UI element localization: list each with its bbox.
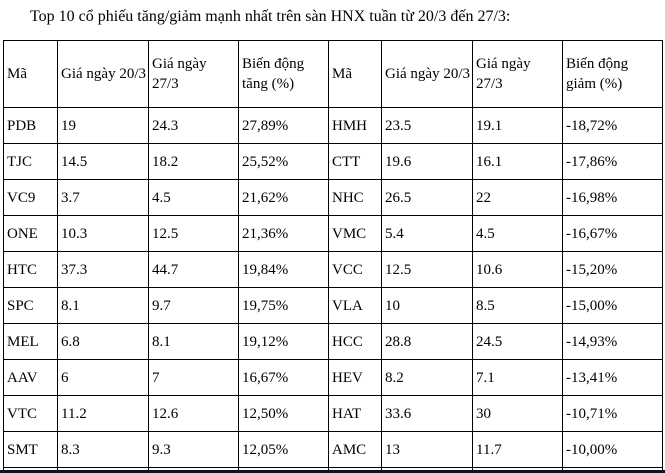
stock-code-cell: HEV [329,360,382,396]
value-cell: 9.3 [149,432,239,468]
stock-table [3,40,663,473]
value-cell: 19,12% [239,324,329,360]
value-cell: 11.2 [58,396,149,432]
value-cell: 5.4 [382,216,473,252]
value-cell: -14,93% [563,324,663,360]
value-cell: 19.6 [382,144,473,180]
value-cell: 10.6 [473,252,563,288]
value-cell: -10,00% [563,432,663,468]
stock-code-cell: CTT [329,144,382,180]
table-row [4,144,663,180]
stock-code-cell: VCC [329,252,382,288]
value-cell: 23.5 [382,108,473,144]
table-row [4,396,663,432]
header-code-gainers: Mã [4,41,58,108]
value-cell: 12.6 [149,396,239,432]
value-cell: 19,84% [239,252,329,288]
value-cell: 24.5 [473,324,563,360]
value-cell: 7.1 [473,360,563,396]
value-cell: 4.5 [473,216,563,252]
stock-code-cell: SMT [4,432,58,468]
value-cell: 12.5 [382,252,473,288]
value-cell: -15,20% [563,252,663,288]
value-cell: -17,86% [563,144,663,180]
value-cell: -16,67% [563,216,663,252]
value-cell: 26.5 [382,180,473,216]
stock-code-cell: VLA [329,288,382,324]
value-cell: 14.5 [58,144,149,180]
value-cell: 8.5 [473,288,563,324]
value-cell: 22 [473,180,563,216]
value-cell: 19.1 [473,108,563,144]
value-cell: 10 [382,288,473,324]
header-code-losers: Mã [329,41,382,108]
value-cell: 12.5 [149,216,239,252]
value-cell: 19,75% [239,288,329,324]
value-cell: 6 [58,360,149,396]
value-cell: 27,89% [239,108,329,144]
table-header-row [4,41,663,108]
table-row [4,108,663,144]
stock-code-cell: HTC [4,252,58,288]
stock-code-cell: VTC [4,396,58,432]
header-change-down: Biến động giảm (%) [563,41,663,108]
value-cell: 37.3 [58,252,149,288]
value-cell: 11.7 [473,432,563,468]
stock-code-cell: TJC [4,144,58,180]
value-cell: -10,71% [563,396,663,432]
stock-code-cell: MEL [4,324,58,360]
header-change-up: Biến động tăng (%) [239,41,329,108]
page-title: Top 10 cổ phiếu tăng/giảm mạnh nhất trên sàn HNX tuần từ 20/3 đến 27/3: [30,8,511,25]
table-row [4,360,663,396]
stock-code-cell: HCC [329,324,382,360]
table-body [4,108,663,473]
stock-code-cell: VC9 [4,180,58,216]
table-row [4,288,663,324]
stock-code-cell: NHC [329,180,382,216]
stock-code-cell: AMC [329,432,382,468]
table-row [4,252,663,288]
value-cell: 21,62% [239,180,329,216]
value-cell: 16.1 [473,144,563,180]
table-row [4,324,663,360]
stock-code-cell: HMH [329,108,382,144]
value-cell: 18.2 [149,144,239,180]
value-cell: 30 [473,396,563,432]
value-cell: -15,00% [563,288,663,324]
table-header [4,41,663,108]
value-cell: 12,05% [239,432,329,468]
value-cell: -16,98% [563,180,663,216]
header-price-273-gainers: Giá ngày 27/3 [149,41,239,108]
table-row [4,180,663,216]
value-cell: 8.1 [149,324,239,360]
value-cell: 8.1 [58,288,149,324]
header-price-203-losers: Giá ngày 20/3 [382,41,473,108]
value-cell: 6.8 [58,324,149,360]
value-cell: 4.5 [149,180,239,216]
stock-code-cell: ONE [4,216,58,252]
value-cell: -18,72% [563,108,663,144]
value-cell: 10.3 [58,216,149,252]
value-cell: -13,41% [563,360,663,396]
value-cell: 3.7 [58,180,149,216]
value-cell: 25,52% [239,144,329,180]
stock-code-cell: AAV [4,360,58,396]
value-cell: 13 [382,432,473,468]
value-cell: 8.2 [382,360,473,396]
header-price-273-losers: Giá ngày 27/3 [473,41,563,108]
stock-code-cell: HAT [329,396,382,432]
value-cell: 9.7 [149,288,239,324]
stock-code-cell: VMC [329,216,382,252]
value-cell: 12,50% [239,396,329,432]
value-cell: 33.6 [382,396,473,432]
table-row [4,432,663,468]
value-cell: 44.7 [149,252,239,288]
table-row [4,216,663,252]
header-price-203-gainers: Giá ngày 20/3 [58,41,149,108]
stock-code-cell: PDB [4,108,58,144]
value-cell: 8.3 [58,432,149,468]
value-cell: 24.3 [149,108,239,144]
value-cell: 19 [58,108,149,144]
value-cell: 28.8 [382,324,473,360]
value-cell: 21,36% [239,216,329,252]
value-cell: 16,67% [239,360,329,396]
stock-code-cell: SPC [4,288,58,324]
value-cell: 7 [149,360,239,396]
